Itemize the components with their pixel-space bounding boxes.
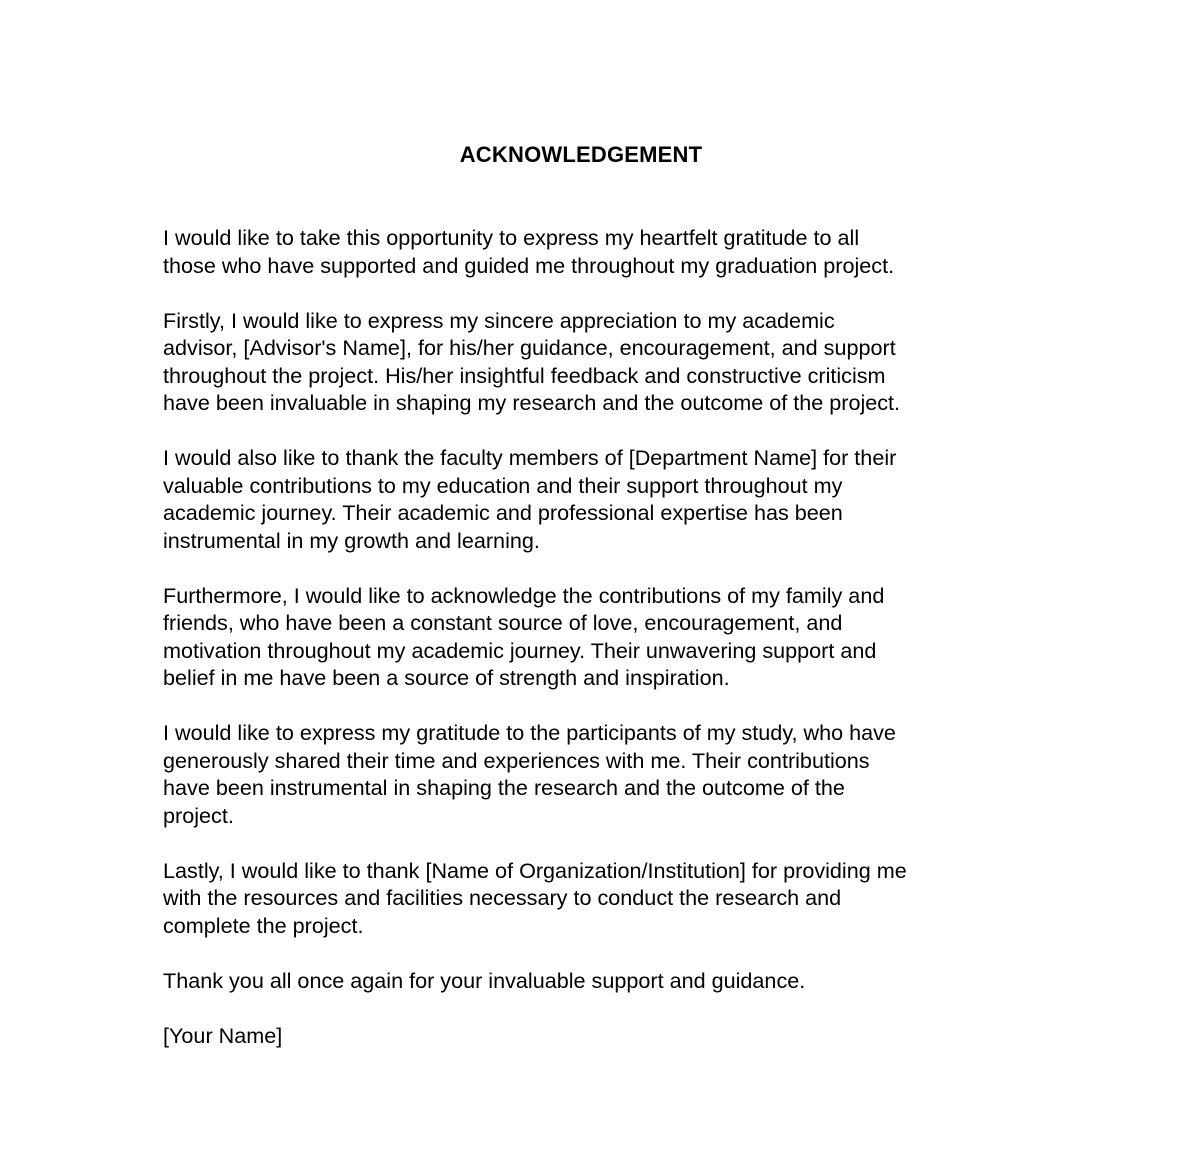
text-line: advisor, [Advisor's Name], for his/her guidance, encouragement, and support bbox=[163, 335, 896, 360]
text-line: motivation throughout my academic journey. Their unwavering support and bbox=[163, 637, 877, 663]
text-line: complete the project. bbox=[163, 912, 364, 938]
text-line: with the resources and facilities necessary to conduct the research and bbox=[163, 885, 842, 910]
text-line: Firstly, I would like to express my sincere appreciation to my academic bbox=[163, 307, 835, 333]
paragraph-advisor bbox=[163, 307, 1023, 417]
text-line: project. bbox=[163, 802, 234, 828]
text-line: have been instrumental in shaping the research and the outcome of the bbox=[163, 775, 845, 800]
paragraph-participants bbox=[163, 719, 1023, 829]
text-line: Lastly, I would like to thank [Name of Organization/Institution] for providing me bbox=[163, 857, 907, 883]
paragraph-family bbox=[163, 582, 1023, 692]
text-line: throughout the project. His/her insightful feedback and constructive criticism bbox=[163, 362, 886, 388]
document-body bbox=[163, 224, 1023, 1077]
text-line: valuable contributions to my education and their support throughout my bbox=[163, 472, 843, 498]
signature-name: [Your Name] bbox=[163, 1022, 283, 1048]
text-line: Thank you all once again for your invaluable support and guidance. bbox=[163, 967, 806, 993]
paragraph-closing bbox=[163, 967, 1023, 995]
text-line: belief in me have been a source of strength and inspiration. bbox=[163, 665, 730, 690]
text-line: I would also like to thank the faculty members of [Department Name] for their bbox=[163, 445, 897, 470]
signature bbox=[163, 1022, 1023, 1050]
text-line: have been invaluable in shaping my research and the outcome of the project. bbox=[163, 390, 901, 415]
paragraph-intro bbox=[163, 224, 1023, 279]
text-line: generously shared their time and experiences with me. Their contributions bbox=[163, 747, 870, 773]
text-line: I would like to take this opportunity to express my heartfelt gratitude to all bbox=[163, 225, 860, 250]
document-title: ACKNOWLEDGEMENT bbox=[459, 142, 703, 167]
text-line: friends, who have been a constant source of love, encouragement, and bbox=[163, 610, 843, 635]
text-line: I would like to express my gratitude to the participants of my study, who have bbox=[163, 720, 896, 745]
text-line: academic journey. Their academic and professional expertise has been bbox=[163, 500, 843, 525]
text-line: instrumental in my growth and learning. bbox=[163, 527, 540, 553]
paragraph-organization bbox=[163, 857, 1023, 940]
paragraph-faculty bbox=[163, 444, 1023, 554]
text-line: Furthermore, I would like to acknowledge the contributions of my family and bbox=[163, 582, 885, 608]
text-line: those who have supported and guided me throughout my graduation project. bbox=[163, 252, 895, 278]
